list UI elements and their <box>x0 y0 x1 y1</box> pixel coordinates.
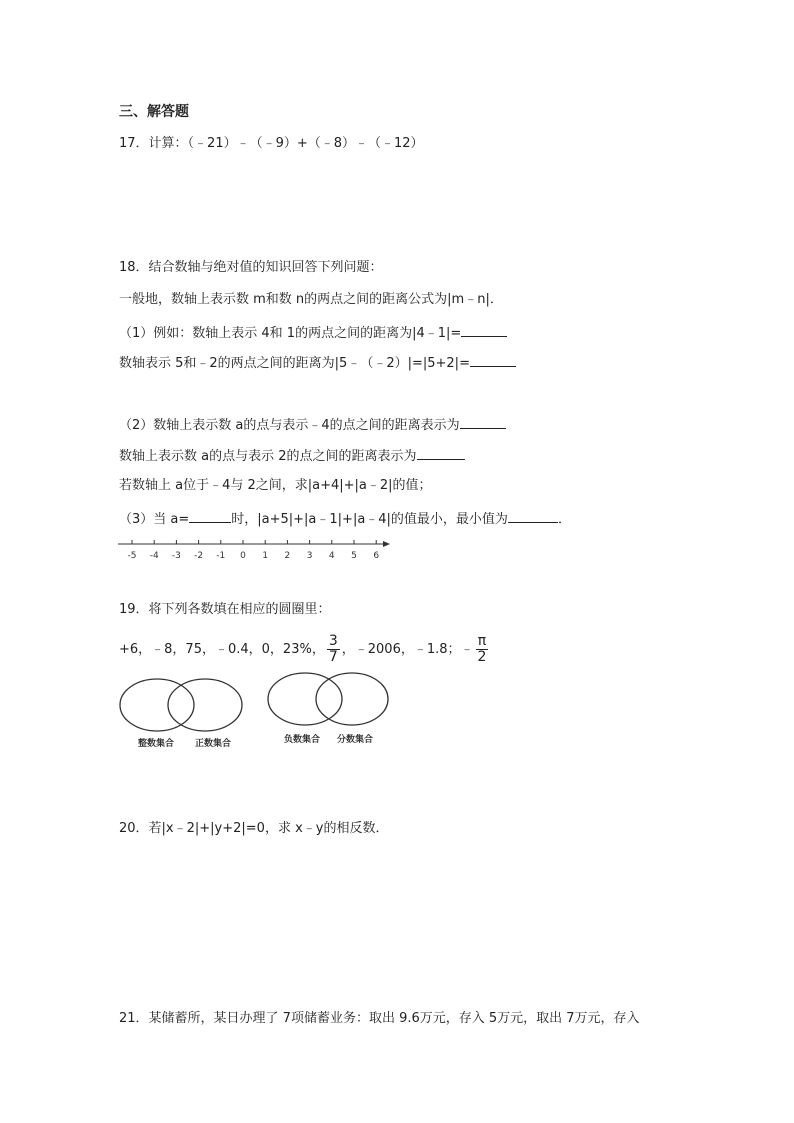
fraction-set-circle <box>316 673 388 725</box>
question-18-formula: 一般地，数轴上表示数 m和数 n的两点之间的距离公式为|m﹣n|． <box>119 292 503 307</box>
number-line-tick-label: -1 <box>216 551 226 561</box>
arrow-head-icon <box>383 541 390 547</box>
question-18-part2-line2: 数轴上表示数 a的点与表示 2的点之间的距离表示为 <box>119 446 465 466</box>
number-line-tick-label: 0 <box>240 551 246 561</box>
answer-blank <box>417 446 465 460</box>
question-18-part1-line2: 数轴表示 5和﹣2的两点之间的距离为|5﹣（﹣2）|=|5+2|= <box>119 353 516 373</box>
question-17: 17．计算：（﹣21）﹣（﹣9）+（﹣8）﹣（﹣12） <box>119 136 424 151</box>
number-line-tick-label: 2 <box>284 551 291 561</box>
question-21: 21．某储蓄所，某日办理了 7项储蓄业务：取出 9.6万元，存入 5万元，取出 7万元，存入 <box>119 1011 640 1026</box>
fraction-pi-over-two: $\frac{\pi}{2}$ <box>477 633 487 665</box>
answer-blank <box>460 415 506 429</box>
number-line-tick-label: 1 <box>262 551 269 561</box>
number-line-tick-label: 5 <box>351 551 357 561</box>
question-19-intro: 19．将下列各数填在相应的圆圈里： <box>119 602 331 617</box>
positive-set-circle <box>168 679 242 731</box>
question-19-numbers: +6，﹣8，75，﹣0.4，0，23%， $\frac{3}{7}$ ，﹣2006，﹣1.8；﹣ $\frac{\pi}{2}$ <box>119 633 487 665</box>
question-18-intro: 18．结合数轴与绝对值的知识回答下列问题： <box>119 260 383 275</box>
fraction-three-sevenths: $\frac{3}{7}$ <box>328 633 338 665</box>
fraction-set-label: 分数集合 <box>337 735 374 745</box>
answer-blank <box>461 323 507 337</box>
answer-blank <box>189 509 231 523</box>
section-title: 三、解答题 <box>119 104 189 120</box>
number-line-tick-label: -3 <box>171 551 181 561</box>
number-line <box>116 536 392 562</box>
question-18-part1-line1: （1）例如：数轴上表示 4和 1的两点之间的距离为|4﹣1|= <box>119 323 507 343</box>
number-line-tick-label: 3 <box>306 551 313 561</box>
number-line-tick-label: -2 <box>194 551 204 561</box>
number-line-tick-label: 4 <box>328 551 335 561</box>
integer-set-label: 整数集合 <box>138 739 175 749</box>
number-line-tick-label: -4 <box>149 551 159 561</box>
set-diagrams <box>115 672 397 736</box>
answer-blank <box>508 509 558 523</box>
question-18-part3: （3）当 a= 时，|a+5|+|a﹣1|+|a﹣4|的值最小，最小值为 ． <box>119 509 571 529</box>
positive-set-label: 正数集合 <box>195 739 232 749</box>
question-18-part2-line1: （2）数轴上表示数 a的点与表示﹣4的点之间的距离表示为 <box>119 415 506 435</box>
question-18-part2-line3: 若数轴上 a位于﹣4与 2之间，求|a+4|+|a﹣2|的值； <box>119 478 432 493</box>
integer-set-circle <box>120 679 194 731</box>
question-20: 20．若|x﹣2|+|y+2|=0，求 x﹣y的相反数． <box>119 821 389 836</box>
number-line-tick-label: -5 <box>127 551 137 561</box>
number-line-tick-label: 6 <box>373 551 380 561</box>
negative-set-circle <box>268 673 342 725</box>
answer-blank <box>470 353 516 367</box>
negative-set-label: 负数集合 <box>284 735 321 745</box>
